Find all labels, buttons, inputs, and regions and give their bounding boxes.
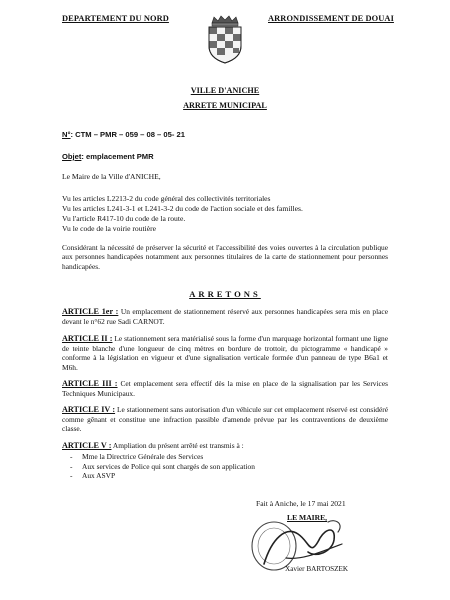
article-3-text: Cet emplacement sera effectif dès la mise en place de la signalisation par les Services Techniques Municipaux. [62,379,388,398]
considerant-paragraph: Considérant la nécessité de préserver la sécurité et l'accessibilité des voies ouvertes à la circulation publique aux personnes handicapées notamment aux personnes titulaires de la carte de stationnement pour personnes handicapées. [62,243,388,271]
recipient-item: - Aux services de Police qui sont chargés de son application [70,462,255,472]
consideration-4: Vu le code de la voirie routière [62,224,157,233]
object-label: Objet [62,152,82,161]
arrondissement-header: ARRONDISSEMENT DE DOUAI [268,14,394,23]
article-4-label: ARTICLE IV : [62,405,116,414]
article-3-label: ARTICLE III : [62,379,118,388]
article-2-text: Le stationnement sera matérialisé sous la forme d'un marquage horizontal formant une ligne de teinte blanche d'une longueur de cinq mètres en bordure de trottoir, du pictogramme « handicapé » conforme à la législation en vigueur et d'une signalisation verticale formée d'un panneau de type B6a1 et M6h. [62,334,389,372]
consideration-3: Vu l'article R417-10 du code de la route. [62,214,186,223]
document-type-title: ARRETE MUNICIPAL [183,101,267,110]
article-5-label: ARTICLE V : [62,441,112,450]
signatory-name: Xavier BARTOSZEK [285,565,349,573]
town-title: VILLE D'ANICHE [190,86,260,95]
article-5 [62,441,388,451]
article-4-text: Le stationnement sans autorisation d'un véhicule sur cet emplacement réservé est considéré comme gênant et constitue une infraction passible d'amende prévue par les contraventions de deuxième classe. [62,405,389,434]
article-2 [62,334,388,372]
article-2-label: ARTICLE II : [62,334,113,343]
arretons-heading: ARRETONS [189,289,261,299]
consideration-2: Vu les articles L241-3-1 et L241-3-2 du code de l'action sociale et des familles. [62,204,303,213]
article-1-text: Un emplacement de stationnement réservé aux personnes handicapées sera mis en place devant le n°62 rue Sadi CARNOT. [62,307,388,326]
object-value: : emplacement PMR [81,152,154,161]
intro-line: Le Maire de la Ville d'ANICHE, [62,172,161,181]
article-1 [62,307,388,326]
reference-value: : CTM – PMR – 059 – 08 – 05- 21 [70,130,185,139]
recipients-list [70,452,255,481]
object-line [62,152,154,161]
recipient-item: - Aux ASVP [70,471,255,481]
coat-of-arms-icon [200,14,250,64]
reference-label: N° [62,130,71,139]
recipient-item: - Mme la Directrice Générale des Services [70,452,255,462]
reference-number [62,130,185,139]
article-1-label: ARTICLE 1er : [62,307,119,316]
article-5-text: Ampliation du présent arrêté est transmis à : [111,441,244,450]
article-3 [62,379,388,398]
signature-title: LE MAIRE, [287,513,328,522]
article-4 [62,405,388,434]
department-header: DEPARTEMENT DU NORD [62,14,169,23]
consideration-1: Vu les articles L2213-2 du code général des collectivités territoriales [62,194,271,203]
place-and-date: Fait à Aniche, le 17 mai 2021 [256,499,346,508]
